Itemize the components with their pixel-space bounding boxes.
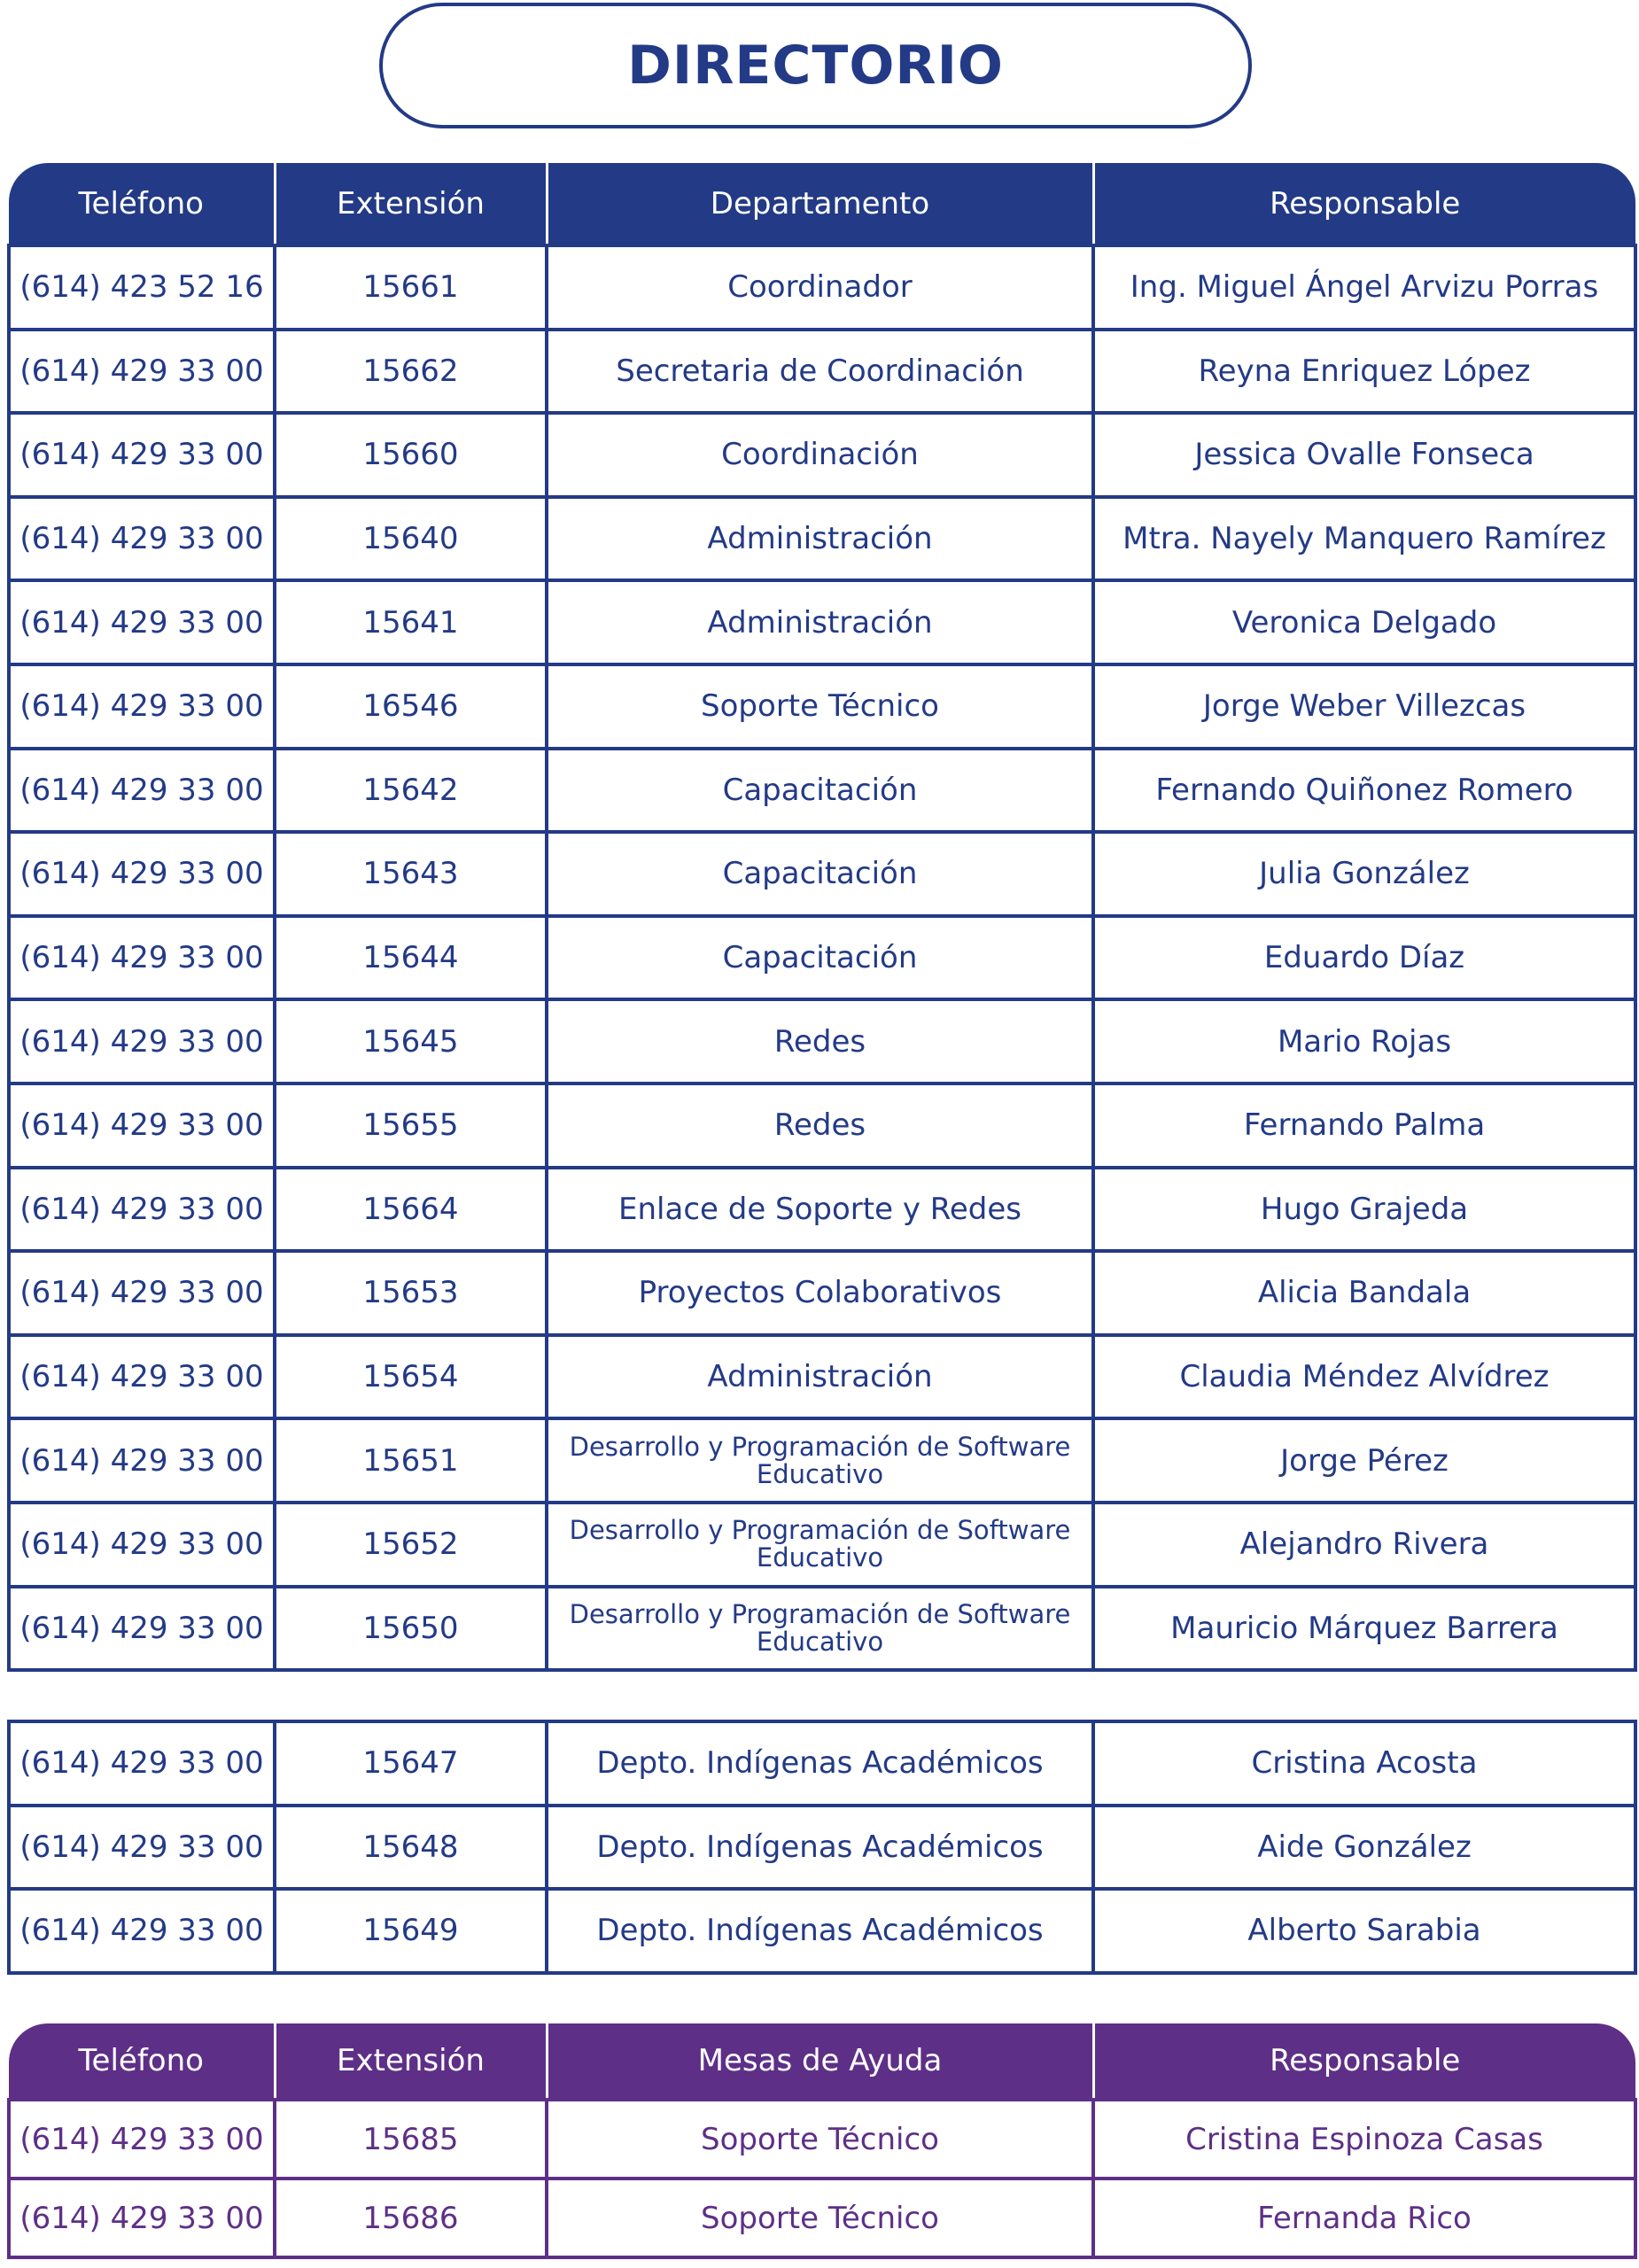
cell-responsable: Veronica Delgado [1093, 580, 1635, 664]
table-row [9, 999, 1635, 1084]
cell-responsable: Cristina Acosta [1093, 1721, 1635, 1806]
cell-departamento: Depto. Indígenas Académicos [547, 1806, 1093, 1890]
table-header [9, 2023, 1635, 2100]
cell-telefono: (614) 429 33 00 [9, 1503, 275, 1587]
cell-departamento: Administración [547, 497, 1093, 581]
cell-responsable: Ing. Miguel Ángel Arvizu Porras [1093, 245, 1635, 330]
cell-departamento: Redes [547, 999, 1093, 1084]
cell-telefono: (614) 429 33 00 [9, 1889, 275, 1973]
cell-extension: 15641 [275, 580, 547, 664]
cell-responsable: Jessica Ovalle Fonseca [1093, 413, 1635, 497]
cell-responsable: Fernanda Rico [1093, 2179, 1635, 2257]
table-row [9, 749, 1635, 833]
table-row [9, 1587, 1635, 1671]
cell-departamento: Desarrollo y Programación de Software Educativo [547, 1503, 1093, 1587]
table-row [9, 245, 1635, 330]
cell-responsable: Hugo Grajeda [1093, 1168, 1635, 1252]
cell-extension: 15661 [275, 245, 547, 330]
cell-departamento: Depto. Indígenas Académicos [547, 1721, 1093, 1806]
cell-extension: 15644 [275, 916, 547, 1000]
table-row [9, 664, 1635, 749]
table-row [9, 1889, 1635, 1973]
cell-departamento: Capacitación [547, 832, 1093, 916]
cell-departamento: Soporte Técnico [547, 2179, 1093, 2257]
header-extension: Extensión [275, 163, 547, 245]
cell-departamento: Proyectos Colaborativos [547, 1251, 1093, 1335]
cell-telefono: (614) 429 33 00 [9, 1335, 275, 1419]
table-row [9, 1251, 1635, 1335]
cell-departamento: Capacitación [547, 749, 1093, 833]
cell-responsable: Reyna Enriquez López [1093, 330, 1635, 414]
cell-responsable: Fernando Quiñonez Romero [1093, 749, 1635, 833]
cell-responsable: Mtra. Nayely Manquero Ramírez [1093, 497, 1635, 581]
cell-extension: 15642 [275, 749, 547, 833]
table-row [9, 330, 1635, 414]
cell-responsable: Mauricio Márquez Barrera [1093, 1587, 1635, 1671]
helpdesk-table [7, 2023, 1637, 2259]
header-responsable: Responsable [1093, 2023, 1635, 2100]
cell-extension: 15647 [275, 1721, 547, 1806]
table-row [9, 2100, 1635, 2179]
header-departamento: Departamento [547, 163, 1093, 245]
table-row [9, 1335, 1635, 1419]
cell-telefono: (614) 429 33 00 [9, 1251, 275, 1335]
cell-extension: 15653 [275, 1251, 547, 1335]
table-row [9, 916, 1635, 1000]
cell-telefono: (614) 429 33 00 [9, 330, 275, 414]
cell-extension: 15655 [275, 1084, 547, 1168]
cell-extension: 15651 [275, 1418, 547, 1503]
cell-telefono: (614) 429 33 00 [9, 1084, 275, 1168]
cell-telefono: (614) 429 33 00 [9, 999, 275, 1084]
directory-table [7, 163, 1637, 1672]
cell-departamento: Redes [547, 1084, 1093, 1168]
cell-departamento: Coordinación [547, 413, 1093, 497]
table-row [9, 580, 1635, 664]
cell-telefono: (614) 429 33 00 [9, 1587, 275, 1671]
cell-extension: 15643 [275, 832, 547, 916]
table-row [9, 1084, 1635, 1168]
indigenous-table [7, 1720, 1637, 1975]
cell-departamento: Soporte Técnico [547, 2100, 1093, 2179]
cell-extension: 15652 [275, 1503, 547, 1587]
cell-responsable: Fernando Palma [1093, 1084, 1635, 1168]
cell-responsable: Jorge Pérez [1093, 1418, 1635, 1503]
cell-responsable: Alicia Bandala [1093, 1251, 1635, 1335]
table-row [9, 2179, 1635, 2257]
cell-telefono: (614) 429 33 00 [9, 749, 275, 833]
table-row [9, 832, 1635, 916]
cell-departamento: Desarrollo y Programación de Software Educativo [547, 1587, 1093, 1671]
table-row [9, 1806, 1635, 1890]
table-row [9, 1503, 1635, 1587]
table-header [9, 163, 1635, 245]
cell-telefono: (614) 429 33 00 [9, 1168, 275, 1252]
cell-departamento: Depto. Indígenas Académicos [547, 1889, 1093, 1973]
cell-responsable: Alberto Sarabia [1093, 1889, 1635, 1973]
cell-extension: 15664 [275, 1168, 547, 1252]
cell-responsable: Eduardo Díaz [1093, 916, 1635, 1000]
header-telefono: Teléfono [9, 163, 275, 245]
header-extension: Extensión [275, 2023, 547, 2100]
cell-responsable: Aide González [1093, 1806, 1635, 1890]
cell-departamento: Desarrollo y Programación de Software Educativo [547, 1418, 1093, 1503]
cell-departamento: Administración [547, 1335, 1093, 1419]
table-row [9, 1418, 1635, 1503]
cell-telefono: (614) 429 33 00 [9, 2100, 275, 2179]
cell-extension: 15654 [275, 1335, 547, 1419]
cell-departamento: Administración [547, 580, 1093, 664]
cell-extension: 15649 [275, 1889, 547, 1973]
cell-extension: 15662 [275, 330, 547, 414]
cell-departamento: Enlace de Soporte y Redes [547, 1168, 1093, 1252]
table-row [9, 1168, 1635, 1252]
header-responsable: Responsable [1093, 163, 1635, 245]
cell-telefono: (614) 429 33 00 [9, 1721, 275, 1806]
cell-extension: 15648 [275, 1806, 547, 1890]
cell-telefono: (614) 429 33 00 [9, 1806, 275, 1890]
header-telefono: Teléfono [9, 2023, 275, 2100]
cell-extension: 15650 [275, 1587, 547, 1671]
cell-extension: 15686 [275, 2179, 547, 2257]
cell-responsable: Claudia Méndez Alvídrez [1093, 1335, 1635, 1419]
cell-responsable: Cristina Espinoza Casas [1093, 2100, 1635, 2179]
cell-telefono: (614) 429 33 00 [9, 580, 275, 664]
cell-departamento: Soporte Técnico [547, 664, 1093, 749]
cell-telefono: (614) 429 33 00 [9, 664, 275, 749]
cell-telefono: (614) 429 33 00 [9, 832, 275, 916]
cell-extension: 15640 [275, 497, 547, 581]
cell-responsable: Mario Rojas [1093, 999, 1635, 1084]
table-row [9, 497, 1635, 581]
cell-extension: 16546 [275, 664, 547, 749]
cell-departamento: Coordinador [547, 245, 1093, 330]
page-title: DIRECTORIO [379, 3, 1252, 128]
cell-responsable: Jorge Weber Villezcas [1093, 664, 1635, 749]
header-mesas-de-ayuda: Mesas de Ayuda [547, 2023, 1093, 2100]
cell-responsable: Julia González [1093, 832, 1635, 916]
cell-responsable: Alejandro Rivera [1093, 1503, 1635, 1587]
cell-departamento: Secretaria de Coordinación [547, 330, 1093, 414]
table-row [9, 1721, 1635, 1806]
table-row [9, 413, 1635, 497]
cell-telefono: (614) 423 52 16 [9, 245, 275, 330]
cell-departamento: Capacitación [547, 916, 1093, 1000]
cell-extension: 15660 [275, 413, 547, 497]
cell-extension: 15685 [275, 2100, 547, 2179]
cell-telefono: (614) 429 33 00 [9, 2179, 275, 2257]
cell-telefono: (614) 429 33 00 [9, 413, 275, 497]
cell-extension: 15645 [275, 999, 547, 1084]
cell-telefono: (614) 429 33 00 [9, 916, 275, 1000]
cell-telefono: (614) 429 33 00 [9, 497, 275, 581]
cell-telefono: (614) 429 33 00 [9, 1418, 275, 1503]
